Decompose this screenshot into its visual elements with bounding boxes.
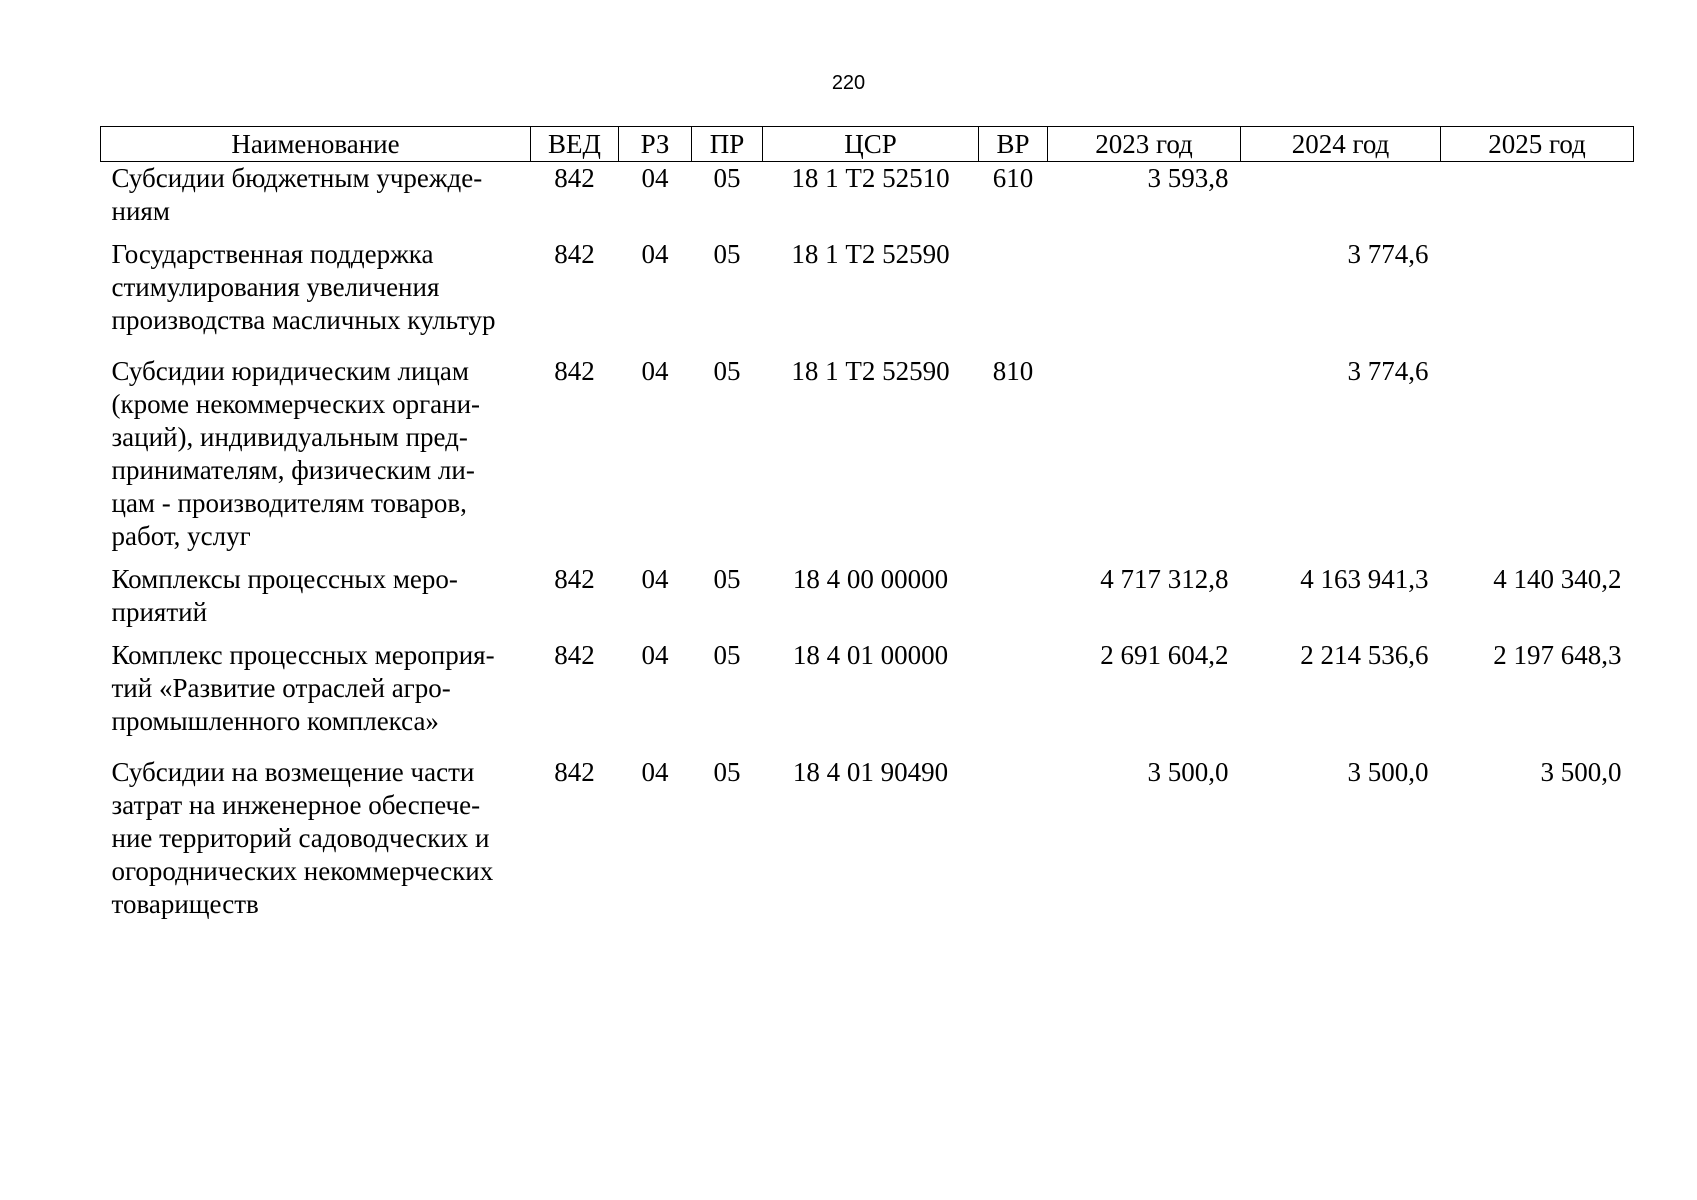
cell-csr: 18 1 Т2 52510 [791, 163, 950, 193]
cell-vr: 610 [992, 163, 1034, 193]
table-row [101, 563, 1634, 639]
cell-csr: 18 1 Т2 52590 [791, 239, 950, 269]
cell-csr: 18 4 01 90490 [792, 757, 949, 787]
cell-2023 [1048, 238, 1241, 355]
cell-2023: 4 717 312,8 [1100, 564, 1229, 594]
table-row [101, 238, 1634, 355]
cell-2024: 3 774,6 [1347, 356, 1429, 386]
cell-name: Комплексы процессных меро- приятий [111, 564, 458, 627]
header-vr: ВР [979, 127, 1048, 162]
cell-name: Государственная поддержка стимулирования увеличения производства масличных культур [111, 239, 496, 335]
cell-2023: 3 593,8 [1147, 163, 1229, 193]
cell-vr [979, 639, 1048, 756]
cell-rz: 04 [641, 564, 669, 594]
cell-rz: 04 [641, 356, 669, 386]
cell-name: Комплекс процессных мероприя- тий «Развитие отраслей агро- промышленного комплекса» [111, 640, 495, 736]
cell-2024: 2 214 536,6 [1300, 640, 1429, 670]
cell-name: Субсидии на возмещение части затрат на инженерное обеспече- ние территорий садоводческих и огороднических некоммерческих товариществ [111, 757, 494, 919]
header-pr: ПР [692, 127, 763, 162]
cell-pr: 05 [713, 356, 741, 386]
table-header-row [101, 127, 1634, 162]
header-ved: ВЕД [531, 127, 619, 162]
cell-2025 [1441, 238, 1634, 355]
cell-2024: 3 500,0 [1347, 757, 1429, 787]
cell-2024 [1241, 162, 1441, 239]
header-rz: РЗ [619, 127, 692, 162]
cell-ved: 842 [554, 356, 595, 386]
cell-vr: 810 [992, 356, 1034, 386]
table-row [101, 355, 1634, 563]
header-2024: 2024 год [1241, 127, 1441, 162]
cell-2025 [1441, 355, 1634, 563]
cell-vr [979, 756, 1048, 931]
cell-2024: 4 163 941,3 [1300, 564, 1429, 594]
table-row [101, 639, 1634, 756]
cell-2025: 2 197 648,3 [1493, 640, 1622, 670]
table-row [101, 756, 1634, 931]
cell-vr [979, 238, 1048, 355]
cell-2025: 3 500,0 [1540, 757, 1622, 787]
cell-2025: 4 140 340,2 [1493, 564, 1622, 594]
cell-pr: 05 [713, 757, 741, 787]
cell-name: Субсидии юридическим лицам (кроме некоммерческих органи- заций), индивидуальным пред- принимателям, физическим ли- цам - производителям товаров, работ, услуг [111, 356, 481, 551]
cell-ved: 842 [554, 564, 595, 594]
table-row [101, 162, 1634, 239]
page-number: 220 [831, 72, 866, 94]
cell-ved: 842 [554, 163, 595, 193]
header-2023: 2023 год [1048, 127, 1241, 162]
header-csr: ЦСР [763, 127, 979, 162]
cell-ved: 842 [554, 640, 595, 670]
cell-pr: 05 [713, 564, 741, 594]
header-2025: 2025 год [1441, 127, 1634, 162]
cell-csr: 18 1 Т2 52590 [791, 356, 950, 386]
cell-rz: 04 [641, 640, 669, 670]
cell-2025 [1441, 162, 1634, 239]
cell-2024: 3 774,6 [1347, 239, 1429, 269]
cell-name: Субсидии бюджетным учрежде- ниям [111, 163, 483, 226]
cell-csr: 18 4 01 00000 [792, 640, 949, 670]
cell-rz: 04 [641, 757, 669, 787]
cell-pr: 05 [713, 163, 741, 193]
cell-vr [979, 563, 1048, 639]
cell-2023: 2 691 604,2 [1100, 640, 1229, 670]
cell-csr: 18 4 00 00000 [792, 564, 949, 594]
cell-ved: 842 [554, 239, 595, 269]
cell-pr: 05 [713, 239, 741, 269]
header-name: Наименование [101, 127, 531, 162]
budget-table [100, 126, 1634, 931]
cell-rz: 04 [641, 163, 669, 193]
table-body [101, 162, 1634, 932]
cell-ved: 842 [554, 757, 595, 787]
cell-pr: 05 [713, 640, 741, 670]
cell-rz: 04 [641, 239, 669, 269]
cell-2023: 3 500,0 [1147, 757, 1229, 787]
cell-2023 [1048, 355, 1241, 563]
